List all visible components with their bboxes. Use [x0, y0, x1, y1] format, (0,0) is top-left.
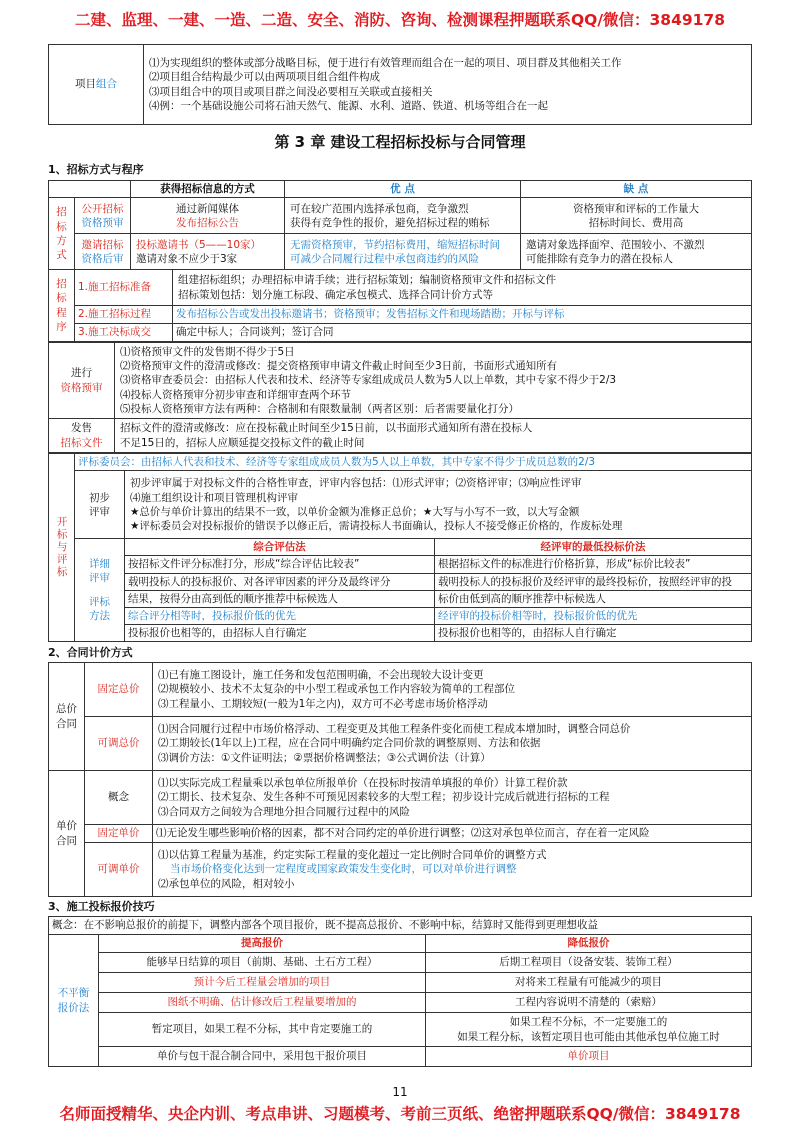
comp-head: 综合评估法: [125, 539, 435, 556]
unit-contract-label: 单价 合同: [49, 771, 85, 897]
eval-label: 开标与评标: [49, 454, 75, 642]
head-info: 获得招标信息的方式: [131, 181, 285, 198]
evaluation-table: 开标与评标 评标委员会：由招标人代表和技术、经济等专家组成成员人数为5人以上单数，其中专家不得少于成员总数的2/3 初步 评审 初步评审属于对投标文件的合格性审查，评审内容包括：⑴形式评审；⑵资格评审；⑶响应性评审 ⑷施工组织设计和项目管理机构评审 ★总价与单价计算出的结果不一致，以单价金额为准修正总价；★大写与小写不一致，以大写金额 ★评标委员会对投标报价的错误予以修正后，需请投标人书面确认，投标人不接受修正价格的，作废标处理 详细 评审 评标 方法 综合评估法 经评审的最低投标价法 按招标文件评分标准打分，形成“综合评估比较表” 根据招标文件的标准进行价格折算，形成“标价比较表” 载明投标人的投标报价、对各评审因素的评分及最终评分 载明投标人的投标报价及经评审的最终投标价，按照经评审的投 结果，按得分由高到低的顺序推荐中标候选人 标价由低到高的顺序推荐中标候选人 综合评分相等时，投标报价低的优先 经评审的投标价相等时，投标报价低的优先 投标报价也相等的，由招标人自行确定 投标报价也相等的，由招标人自行确定: [48, 453, 752, 642]
issue-label: 发售 招标文件: [49, 419, 115, 453]
section3-title: 3、施工投标报价技巧: [48, 900, 155, 913]
adjustable-unit: 可调单价: [85, 843, 153, 897]
prequal-label: 进行 资格预审: [49, 343, 115, 419]
chapter-title: 第 3 章 建设工程招标投标与合同管理: [274, 133, 526, 151]
tender-methods-table: 获得招标信息的方式 优 点 缺 点 招标方式 公开招标 资格预审 通过新闻媒体 发布招标公告 可在较广范围内选择承包商，竞争激烈 获得有竞争性的报价，避免招标过程的贿标 资格预审和评标的工作量大 招标时间长、费用高 邀请招标 资格后审 投标邀请书（5——10家） 邀请对象不应少于3家 无需资格预审，节约招标费用，缩短招标时间 可减少合同履行过程中承包商违约的风险 邀请对象选择面窄、范围较小、不激烈 可能排除有竞争力的潜在投标人: [48, 180, 752, 270]
fixed-unit: 固定单价: [85, 825, 153, 843]
portfolio-lines: ⑴为实现组织的整体或部分战略目标，便于进行有效管理而组合在一起的项目、项目群及其他相关工作 ⑵项目组合结构最少可以由两项项目组合组件构成 ⑶项目组合中的项目或项目群之间没必要相互关联或直接相关 ⑷例：一个基础设施公司将石油天然气、能源、水利、道路、铁道、机场等组合在一起: [144, 45, 752, 125]
top-banner: 二建、监理、一建、一造、二造、安全、消防、咨询、检测课程押题联系QQ/微信：3849178: [74, 11, 725, 29]
lower-head: 降低报价: [426, 935, 752, 953]
unbalanced-label: 不平衡 报价法: [49, 935, 99, 1067]
prelim-label: 初步 评审: [75, 471, 125, 539]
step-award: 3.施工决标成交: [75, 324, 173, 342]
head-dis: 缺 点: [521, 181, 752, 198]
step-prepare: 1.施工招标准备: [75, 270, 173, 306]
open-tender: 公开招标 资格预审: [75, 198, 131, 234]
unit-concept: 概念: [85, 771, 153, 825]
prequal-table: 进行 资格预审 ⑴资格预审文件的发售期不得少于5日 ⑵资格预审文件的澄清或修改：提交资格预审申请文件截止时间至少3日前，书面形式通知所有 ⑶资格审查委员会：由招标人代表和技术、经济等专家组成成员人数为5人以上单数，其中专家不得少于2/3 ⑷投标人资格预审分初步审查和详细审查两个环节 ⑸投标人资格预审方法有两种：合格制和有限数量制（两者区别：后者需要量化打分） 发售 招标文件 招标文件的澄清或修改：应在投标截止时间至少15日前，以书面形式通知所有潜在投标人 不足15日的，招标人应顺延提交投标文件的截止时间: [48, 342, 752, 453]
tender-method-label: 招标方式: [49, 198, 75, 270]
section1-title: 1、招标方式与程序: [48, 163, 144, 176]
invite-tender: 邀请招标 资格后审: [75, 234, 131, 270]
portfolio-table: [48, 44, 752, 125]
page-number: 11: [392, 1085, 408, 1099]
procedure-label: 招标程序: [49, 270, 75, 342]
total-contract-label: 总价 合同: [49, 663, 85, 771]
adjustable-total: 可调总价: [85, 717, 153, 771]
detail-label: 详细 评审 评标 方法: [75, 539, 125, 642]
tender-procedure-table: 招标程序 1.施工招标准备 组建招标组织；办理招标申请手续；进行招标策划；编制资格预审文件和招标文件 招标策划包括：划分施工标段、确定承包模式、选择合同计价方式等 2.施工招标过程 发布招标公告或发出投标邀请书；资格预审；发售招标文件和现场踏勘；开标与评标 3.施工决标成交 确定中标人；合同谈判；签订合同: [48, 269, 752, 342]
low-head: 经评审的最低投标价法: [435, 539, 752, 556]
pricing-table: 总价 合同 固定总价 ⑴已有施工图设计，施工任务和发包范围明确，不会出现较大设计变更 ⑵规模较小、技术不太复杂的中小型工程或承包工作内容较为简单的工程部位 ⑶工程量小、工期较短(一般为1年之内)，双方可不必考虑市场价格浮动 可调总价 ⑴因合同履行过程中市场价格浮动、工程变更及其他工程条件变化而使工程成本增加时，调整合同总价 ⑵工期较长(1年以上)工程，应在合同中明确约定合同价款的调整原则、方法和依据 ⑶调价方法：①文件证明法；②票据价格调整法；③公式调价法（计算） 单价 合同 概念 ⑴以实际完成工程量乘以承包单位所报单价（在投标时按清单填报的单价）计算工程价款 ⑵工期长、技术复杂、发生各种不可预见因素较多的大型工程；初步设计完成后就进行招标的工程 ⑶合同双方之间较为合理地分担合同履行过程中的风险 固定单价 ⑴无论发生哪些影响价格的因素，都不对合同约定的单价进行调整；⑵这对承包单位而言，存在着一定风险 可调单价 ⑴以估算工程量为基准，约定实际工程量的变化超过一定比例时合同单价的调整方式 当市场价格变化达到一定程度或国家政策发生变化时，可以对单价进行调整 ⑵承包单位的风险，相对较小: [48, 662, 752, 897]
head-adv: 优 点: [285, 181, 521, 198]
bottom-banner: 名师面授精华、央企内训、考点串讲、习题模考、考前三页纸、绝密押题联系QQ/微信：3849178: [59, 1105, 741, 1123]
committee: 评标委员会：由招标人代表和技术、经济等专家组成成员人数为5人以上单数，其中专家不得少于成员总数的2/3: [75, 454, 752, 471]
fixed-total: 固定总价: [85, 663, 153, 717]
section2-title: 2、合同计价方式: [48, 646, 133, 659]
step-process: 2.施工招标过程: [75, 306, 173, 324]
raise-head: 提高报价: [99, 935, 426, 953]
bidding-table: 概念：在不影响总报价的前提下，调整内部各个项目报价，既不提高总报价、不影响中标，结算时又能得到更理想收益 不平衡 报价法 提高报价 降低报价 能够早日结算的项目（前期、基础、土石方工程） 后期工程项目（设备安装、装饰工程） 预计今后工程量会增加的项目 对将来工程量有可能减少的项目 图纸不明确、估计修改后工程量要增加的 工程内容说明不清楚的（索赔） 暂定项目，如果工程不分标，其中肯定要施工的 如果工程不分标，不一定要施工的 如果工程分标，该暂定项目也可能由其他承包单位施工时 单价与包干混合制合同中，采用包干报价项目 单价项目: [48, 916, 752, 1067]
bidding-concept: 概念：在不影响总报价的前提下，调整内部各个项目报价，既不提高总报价、不影响中标，结算时又能得到更理想收益: [49, 917, 752, 935]
portfolio-label: 项目组合: [49, 45, 144, 125]
